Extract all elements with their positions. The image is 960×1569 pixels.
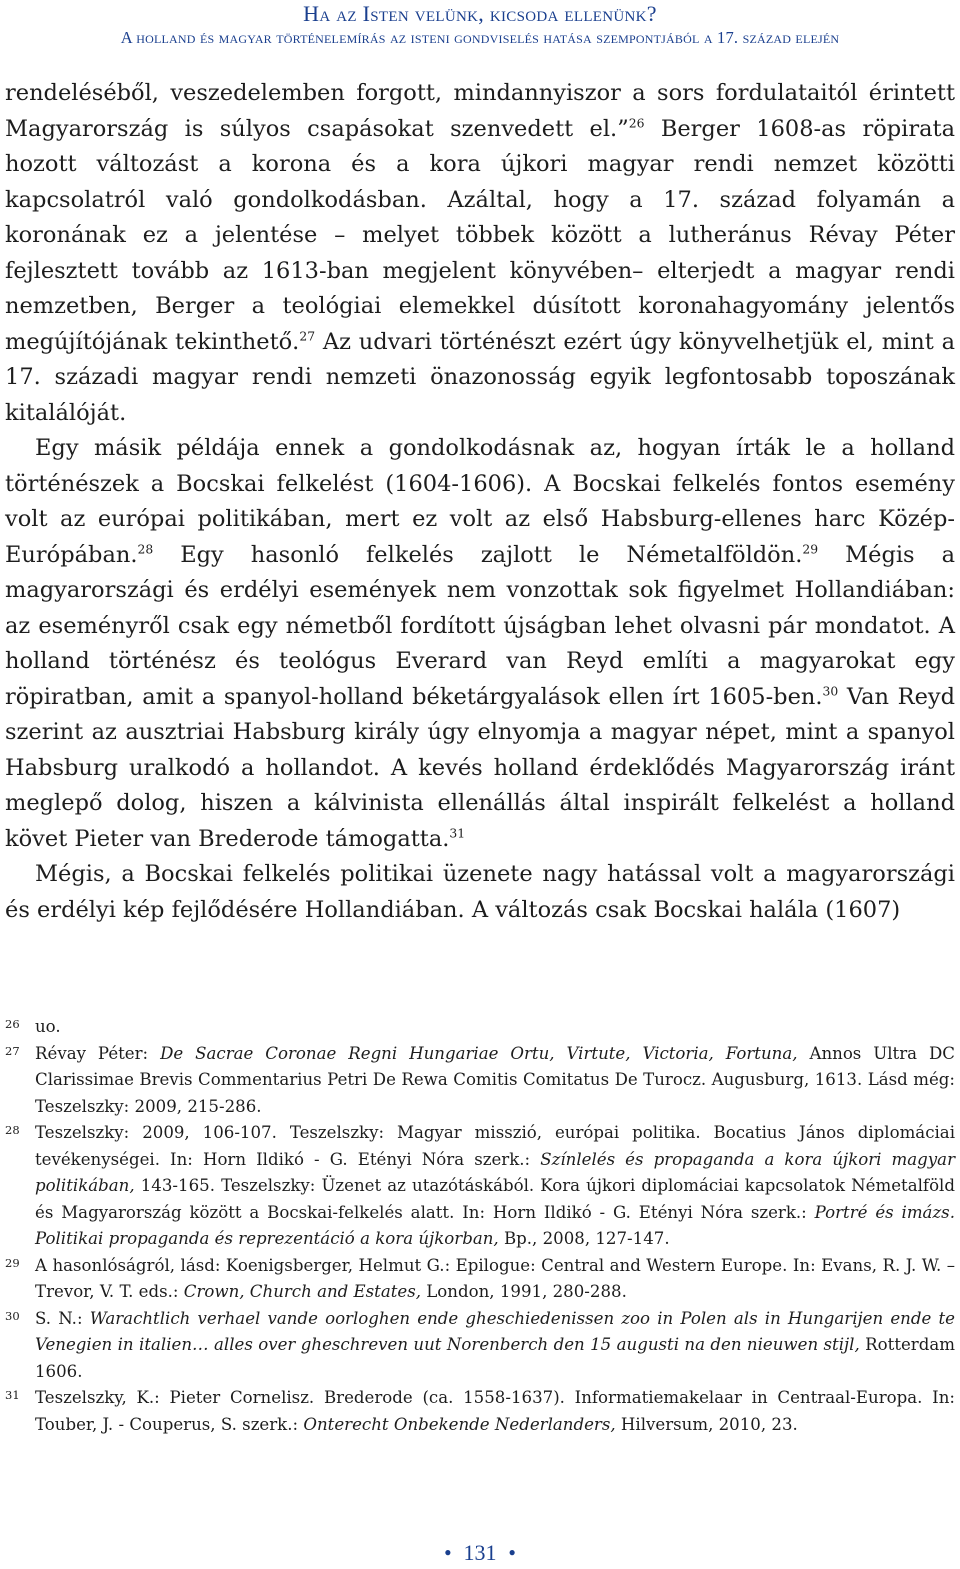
footnote-31 — [5, 1385, 955, 1438]
footnote-30 — [5, 1306, 955, 1386]
footnote-ref-26[interactable]: 26 — [628, 115, 645, 130]
footnote-title: Portré és imázs. Politikai propaganda és reprezentáció a kora újkorban, — [35, 1202, 955, 1248]
footnote-ref-29[interactable]: 29 — [802, 541, 819, 556]
header-subtitle: A holland és magyar történelemírás az isteni gondviselés hatása szempontjából a 17. század elején — [120, 28, 840, 47]
p2-text-3: Mégis a magyarországi és erdélyi események nem vonzottak sok figyelmet Hollandiában: az eseményről csak egy németből fordított újságban lehet olvasni pár mondatot. A holland történész és teológus Everard van Reyd említi a magyarokat egy röpiratban, amit a spanyol-holland béketárgyalások ellen írt 1605-ben. — [5, 541, 955, 710]
bullet-icon: ● — [508, 1545, 516, 1559]
footnote-number: 28 — [5, 1123, 20, 1137]
footnote-number: 30 — [5, 1308, 20, 1323]
footnote-text: Annos Ultra DC Clarissimae Brevis Commentarius Petri De Rewa Comitis Comitatus De Turocz. Augusburg, 1613. Lásd még: Teszelszky: 2009, 215-286. — [35, 1043, 955, 1116]
footnote-title: Crown, Church and Estates, — [183, 1282, 422, 1301]
footnote-title: Onterecht Onbekende Nederlanders, — [303, 1414, 616, 1434]
footnote-text: London, 1991, 280-288. — [421, 1282, 627, 1301]
footnote-text: A hasonlóságról, lásd: Koenigsberger, Helmut G.: Epilogue: Central and Western Europe. In: Evans, R. J. W. –Trevor, V. T. eds.: — [35, 1255, 955, 1301]
header-title: Ha az Isten velünk, kicsoda ellenünk? — [303, 1, 657, 26]
footnote-28 — [5, 1120, 955, 1253]
footnote-text: uo. — [35, 1017, 61, 1036]
footnote-number: 31 — [5, 1388, 20, 1402]
footnote-number: 26 — [5, 1017, 20, 1031]
footnote-26 — [5, 1014, 955, 1041]
footnote-27 — [5, 1041, 955, 1121]
p1-text-2: Berger 1608-as röpirata hozott változást a korona és a kora újkori magyar rendi nemzet közötti kapcsolatról való gondolkodásban. Azáltal, hogy a 17. század folyamán a koronának ez a jelentése – melyet többek között a lutheránus Révay Péter fejlesztett tovább az 1613-ban megjelent könyvében– elterjedt a magyar rendi nemzetben, Berger a teológiai elemekkel dúsított koronahagyomány jelentős megújítójának tekinthető. — [5, 115, 956, 355]
page-footer — [0, 1540, 960, 1566]
footnote-ref-30[interactable]: 30 — [822, 683, 839, 698]
p1-text-1: rendeléséből, veszedelemben forgott, mindannyiszor a sors fordulataitól érintett Magyarország is súlyos csapásokat szenvedett el.” — [5, 80, 955, 142]
footnote-title: Warachtlich verhael vande oorloghen ende gheschiedenissen zoo in Polen als in Hungarijen ende te Venegien in italien… alles over gheschreven uut Norenberch den 15 augusti na den nieuwen stijl, — [35, 1308, 955, 1354]
p2-text-2: Egy hasonló felkelés zajlott le Németalföldön. — [153, 541, 803, 568]
footnote-title: De Sacrae Coronae Regni Hungariae Ortu, Virtute, Victoria, Fortuna, — [160, 1043, 798, 1063]
footnote-ref-27[interactable]: 27 — [299, 328, 316, 343]
footnote-text: Bp., 2008, 127-147. — [498, 1229, 670, 1248]
p1-text-3: Az udvari történészt ezért úgy könyvelhetjük el, mint a 17. századi magyar rendi nemzeti önazonosság egyik legfontosabb toposzának kitalálóját. — [5, 328, 956, 426]
footnote-text: Teszelszky: 2009, 106-107. Teszelszky: Magyar misszió, európai politika. Bocatius János diplomáciai tevékenységei. In: Horn Ildikó - G. Etényi Nóra szerk.: — [35, 1123, 955, 1169]
body-text — [5, 76, 955, 928]
paragraph-1 — [5, 76, 955, 431]
footnote-text: Hilversum, 2010, 23. — [615, 1414, 798, 1434]
footnote-text: 143-165. Teszelszky: Üzenet az utazótáskából. Kora újkori diplomáciai kapcsolatok Németalföld és Magyarország között a Bocskai-felkelés alatt. In: Horn Ildikó - G. Etényi Nóra szerk.: — [35, 1176, 955, 1222]
footnote-ref-28[interactable]: 28 — [137, 541, 154, 556]
footnote-text: S. N.: — [35, 1308, 90, 1328]
p2-text-4: Van Reyd szerint az ausztriai Habsburg király úgy elnyomja a magyar népet, mint a spanyol Habsburg uralkodó a hollandot. A kevés holland érdeklődés Magyarország iránt meglepő dolog, hiszen a kálvinista ellenállás által inspirált felkelést a holland követ Pieter van Brederode támogatta. — [5, 683, 956, 852]
footnote-number: 27 — [5, 1043, 20, 1058]
footnote-text: Teszelszky, K.: Pieter Cornelisz. Brederode (ca. 1558-1637). Informatiemakelaar in Centraal-Europa. In: Touber, J. - Couperus, S. szerk.: — [35, 1388, 955, 1434]
paragraph-2 — [5, 431, 955, 857]
paragraph-3 — [5, 857, 955, 928]
p3-text-1: Mégis, a Bocskai felkelés politikai üzenete nagy hatással volt a magyarországi és erdélyi kép fejlődésére Hollandiában. A változás csak Bocskai halála (1607) — [5, 861, 955, 923]
footnote-text: Rotterdam 1606. — [35, 1335, 955, 1381]
footnote-number: 29 — [5, 1255, 20, 1270]
footnote-text: Révay Péter: — [35, 1043, 161, 1063]
footnotes — [5, 1014, 955, 1438]
bullet-icon: ● — [444, 1545, 452, 1559]
footnote-29 — [5, 1253, 955, 1306]
footnote-ref-31[interactable]: 31 — [449, 825, 466, 840]
page-number: 131 — [463, 1540, 497, 1565]
p2-text-1: Egy másik példája ennek a gondolkodásnak az, hogyan írták le a holland történészek a Bocskai felkelést (1604-1606). A Bocskai felkelés fontos esemény volt az európai politikában, mert ez volt az első Habsburg-ellenes harc Közép-Európában. — [5, 435, 955, 568]
footnote-title: Színlelés és propaganda a kora újkori magyar politikában, — [35, 1149, 956, 1195]
running-header — [0, 2, 960, 50]
